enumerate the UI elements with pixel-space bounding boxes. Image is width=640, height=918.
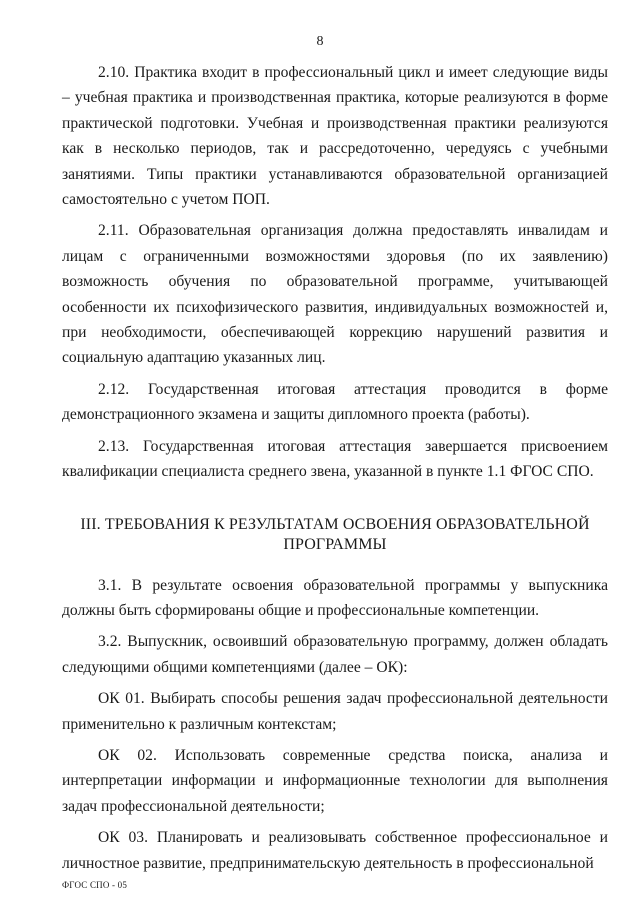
paragraph-3-2: 3.2. Выпускник, освоивший образовательную программу, должен обладать следующими общими компетенциями (далее – ОК): [62, 633, 608, 676]
paragraph-2-11: 2.11. Образовательная организация должна предоставлять инвалидам и лицам с ограниченными возможностями здоровья (по их заявлению) возможность обучения по образовательной программе, учитывающей особенности их психофизического развития, индивидуальных возможностей и, при необходимости, обеспечивающей коррекцию нарушений развития и социальную адаптацию указанных лиц. [62, 222, 608, 367]
document-footer: ФГОС СПО - 05 [62, 880, 128, 890]
competency-ok-02: ОК 02. Использовать современные средства поиска, анализа и интерпретации информации и информационные технологии для выполнения задач профессиональной деятельности; [62, 746, 608, 815]
paragraph-3-1: 3.1. В результате освоения образовательной программы у выпускника должны быть сформированы общие и профессиональные компетенции. [62, 576, 608, 619]
paragraph-2-13: 2.13. Государственная итоговая аттестация завершается присвоением квалификации специалиста среднего звена, указанной в пункте 1.1 ФГОС СПО. [62, 437, 608, 481]
competency-ok-03: ОК 03. Планировать и реализовывать собственное профессиональное и личностное развитие, предпринимательскую деятельность в профессиональной [62, 829, 608, 872]
competency-ok-01: ОК 01. Выбирать способы решения задач профессиональной деятельности применительно к различным контекстам; [62, 690, 608, 733]
section-heading: III. ТРЕБОВАНИЯ К РЕЗУЛЬТАТАМ ОСВОЕНИЯ ОБРАЗОВАТЕЛЬНОЙ ПРОГРАММЫ [80, 515, 590, 553]
paragraph-2-10: 2.10. Практика входит в профессиональный цикл и имеет следующие виды – учебная практика и производственная практика, которые реализуются в форме практической подготовки. Учебная и производственная практики реализуются как в несколько периодов, так и рассредоточенно, чередуясь с учебными занятиями. Типы практики устанавливаются образовательной организацией самостоятельно с учетом ПОП. [62, 64, 608, 209]
paragraph-2-12: 2.12. Государственная итоговая аттестация проводится в форме демонстрационного экзамена и защиты дипломного проекта (работы). [62, 380, 608, 424]
page-number: 8 [316, 34, 324, 49]
document-body [62, 60, 608, 882]
